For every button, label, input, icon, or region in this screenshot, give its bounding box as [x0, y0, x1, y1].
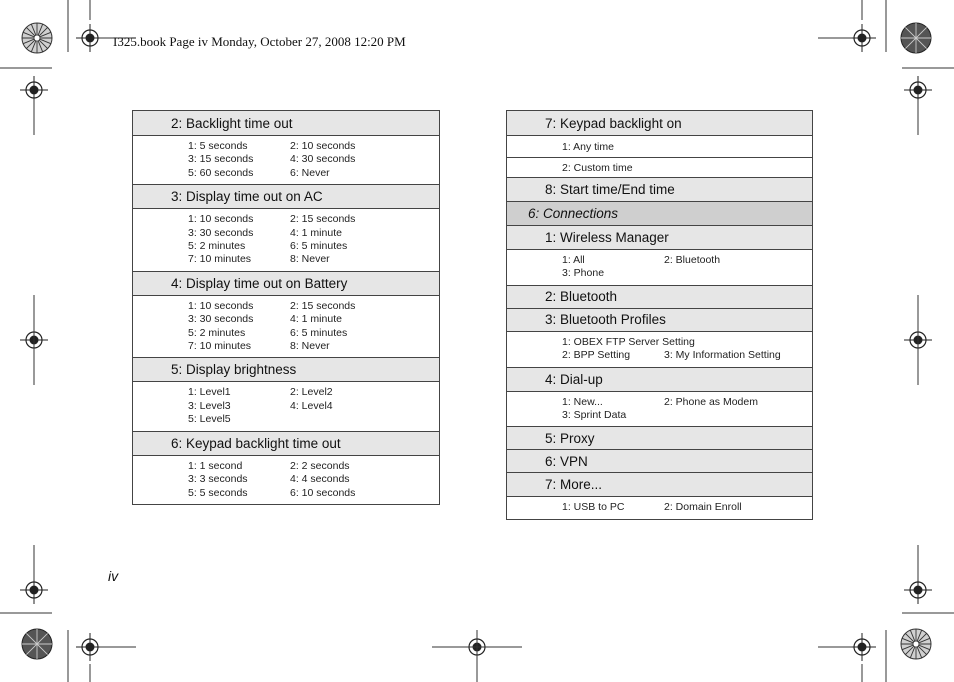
option: 4: 1 minute: [290, 226, 342, 239]
menu-heading: 5: Proxy: [507, 426, 812, 449]
option: 3: 30 seconds: [188, 313, 254, 326]
option: 3: Sprint Data: [562, 409, 627, 422]
option: 6: 10 seconds: [290, 486, 356, 499]
menu-options: [133, 295, 439, 358]
page-number: iv: [108, 568, 119, 584]
option: 5: 2 minutes: [188, 240, 246, 253]
option: 4: 30 seconds: [290, 153, 356, 166]
menu-heading: 2: Bluetooth: [507, 285, 812, 308]
option: 6: 5 minutes: [290, 326, 348, 339]
menu-heading: 7: More...: [507, 472, 812, 496]
option: 1: 10 seconds: [188, 299, 254, 312]
option: 3: Phone: [562, 267, 605, 280]
option: 6: Never: [290, 166, 330, 179]
option: 4: Level4: [290, 399, 333, 412]
option: 7: 10 minutes: [188, 340, 252, 353]
option: 1: 1 second: [188, 459, 243, 472]
menu-heading: 6: Keypad backlight time out: [133, 431, 439, 455]
menu-heading: 4: Dial-up: [507, 367, 812, 391]
left-menu-table: [132, 110, 440, 505]
right-menu-table: [506, 110, 813, 520]
menu-options: [133, 455, 439, 504]
section-heading-connections: 6: Connections: [507, 201, 812, 225]
menu-heading: 3: Bluetooth Profiles: [507, 308, 812, 331]
option: 2: 15 seconds: [290, 213, 356, 226]
menu-options: [133, 135, 439, 184]
menu-heading: 3: Display time out on AC: [133, 184, 439, 208]
option: 2: 2 seconds: [290, 459, 350, 472]
print-header: I325.book Page iv Monday, October 27, 2008 12:20 PM: [113, 34, 406, 49]
option: 2: BPP Setting: [562, 349, 631, 362]
option: 8: Never: [290, 340, 330, 353]
menu-options: [133, 208, 439, 271]
option: 5: 60 seconds: [188, 166, 254, 179]
option: 2: Bluetooth: [664, 254, 721, 266]
option: 4: 1 minute: [290, 313, 342, 326]
option: 3: 15 seconds: [188, 153, 254, 166]
option: 1: 5 seconds: [188, 140, 248, 152]
option: 2: Level2: [290, 386, 333, 399]
menu-options: [507, 391, 812, 427]
menu-option-row: 1: Any time: [507, 135, 812, 157]
option: 1: USB to PC: [562, 501, 625, 514]
option: 3: 3 seconds: [188, 473, 248, 486]
menu-heading: 4: Display time out on Battery: [133, 271, 439, 295]
menu-heading: 8: Start time/End time: [507, 177, 812, 201]
menu-heading: 6: VPN: [507, 449, 812, 472]
option: 1: All: [562, 254, 585, 266]
option: 2: Phone as Modem: [664, 395, 758, 408]
option: 4: 4 seconds: [290, 473, 350, 486]
option: 2: 15 seconds: [290, 299, 356, 312]
option: 2: Domain Enroll: [664, 501, 742, 514]
menu-heading: 2: Backlight time out: [133, 111, 439, 135]
option: 1: Level1: [188, 386, 231, 399]
option: 1: New...: [562, 395, 603, 408]
option: 6: 5 minutes: [290, 240, 348, 253]
menu-options: [507, 331, 812, 367]
option: 5: 2 minutes: [188, 326, 246, 339]
option: 1: OBEX FTP Server Setting: [562, 335, 695, 348]
menu-options: [133, 381, 439, 430]
option: 3: 30 seconds: [188, 226, 254, 239]
option: 5: Level5: [188, 413, 231, 426]
menu-options: [507, 496, 812, 518]
option: 1: 10 seconds: [188, 213, 254, 226]
option: 3: Level3: [188, 399, 231, 412]
menu-heading: 7: Keypad backlight on: [507, 111, 812, 135]
menu-heading: 5: Display brightness: [133, 357, 439, 381]
option: 7: 10 minutes: [188, 253, 252, 266]
option: 5: 5 seconds: [188, 486, 248, 499]
menu-options: [507, 249, 812, 285]
option: 3: My Information Setting: [664, 349, 781, 362]
menu-heading: 1: Wireless Manager: [507, 225, 812, 249]
option: 8: Never: [290, 253, 330, 266]
option: 2: 10 seconds: [290, 140, 356, 152]
menu-option-row: 2: Custom time: [507, 157, 812, 177]
